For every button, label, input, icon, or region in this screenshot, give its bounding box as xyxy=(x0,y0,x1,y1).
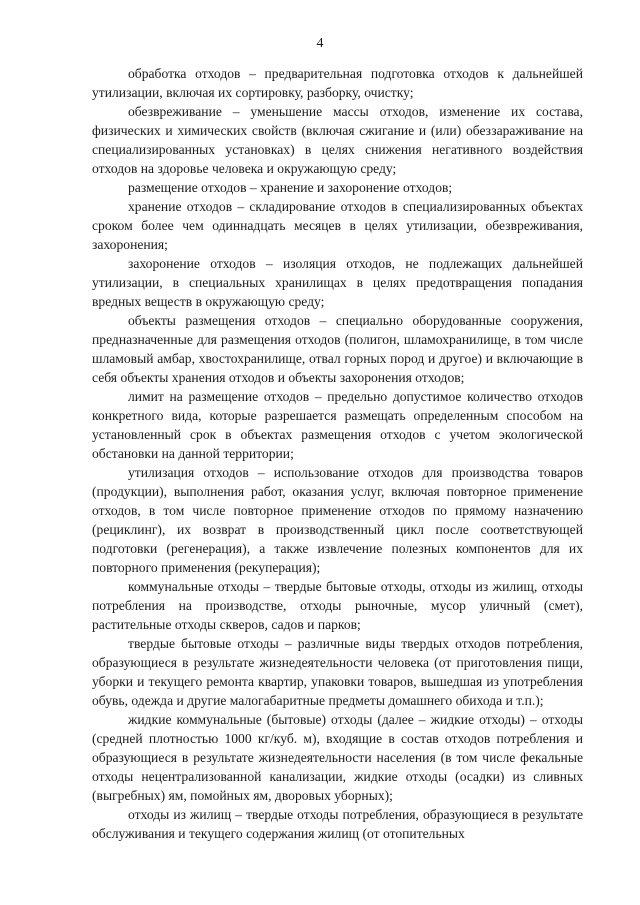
paragraph-waste-placement: размещение отходов – хранение и захоронение отходов; xyxy=(128,180,453,195)
paragraph-municipal-waste: коммунальные отходы – твердые бытовые отходы, отходы из жилищ, отходы потребления на производстве, отходы рыночные, мусор уличный (смет), растительные отходы скверов, садов и парков; xyxy=(92,579,583,632)
paragraph-waste-burial: захоронение отходов – изоляция отходов, не подлежащих дальнейшей утилизации, в специальных хранилищах в целях предотвращения попадания вредных веществ в окружающую среду; xyxy=(92,256,583,309)
paragraph-placement-facilities: объекты размещения отходов – специально оборудованные сооружения, предназначенные для размещения отходов (полигон, шламохранилище, в том числе шламовый амбар, хвостохранилище, отвал горных пород и другое) и включающие в себя объекты хранения отходов и объекты захоронения отходов; xyxy=(92,313,583,385)
page-number: 4 xyxy=(316,36,324,51)
paragraph-dwelling-waste: отходы из жилищ – твердые отходы потребления, образующиеся в результате обслуживания и текущего содержания жилищ (от отопительных xyxy=(92,807,583,841)
paragraph-waste-utilization: утилизация отходов – использование отходов для производства товаров (продукции), выполнения работ, оказания услуг, включая повторное применение отходов, в том числе повторное применение отходов по прямому назначению (рециклинг), их возврат в производственный цикл после соответствующей подготовки (регенерация), а также извлечение полезных компонентов для их повторного применения (рекуперация); xyxy=(92,465,583,575)
paragraph-waste-storage: хранение отходов – складирование отходов в специализированных объектах сроком более чем одиннадцать месяцев в целях утилизации, обезвреживания, захоронения; xyxy=(92,199,583,252)
paragraph-waste-processing: обработка отходов – предварительная подготовка отходов к дальнейшей утилизации, включая их сортировку, разборку, очистку; xyxy=(92,66,583,100)
paragraph-liquid-waste: жидкие коммунальные (бытовые) отходы (далее – жидкие отходы) – отходы (средней плотностью 1000 кг/куб. м), входящие в состав отходов потребления и образующиеся в результате жизнедеятельности населения (в том числе фекальные отходы нецентрализованной канализации, жидкие отходы (осадки) из сливных (выгребных) ям, помойных ям, дворовых уборных); xyxy=(92,712,583,803)
paragraph-neutralization: обезвреживание – уменьшение массы отходов, изменение их состава, физических и химических свойств (включая сжигание и (или) обеззараживание на специализированных установках) в целях снижения негативного воздействия отходов на здоровье человека и окружающую среду; xyxy=(92,104,583,176)
document-body xyxy=(92,64,583,843)
paragraph-placement-limit: лимит на размещение отходов – предельно допустимое количество отходов конкретного вида, которые разрешается размещать определенным способом на установленный срок в объектах размещения отходов с учетом экологической обстановки на данной территории; xyxy=(92,389,583,461)
paragraph-solid-household-waste: твердые бытовые отходы – различные виды твердых отходов потребления, образующиеся в результате жизнедеятельности человека (от приготовления пищи, уборки и текущего ремонта квартир, упаковки товаров, вышедшая из употребления обувь, одежда и другие малогабаритные предметы домашнего обихода и т.п.); xyxy=(92,636,583,708)
